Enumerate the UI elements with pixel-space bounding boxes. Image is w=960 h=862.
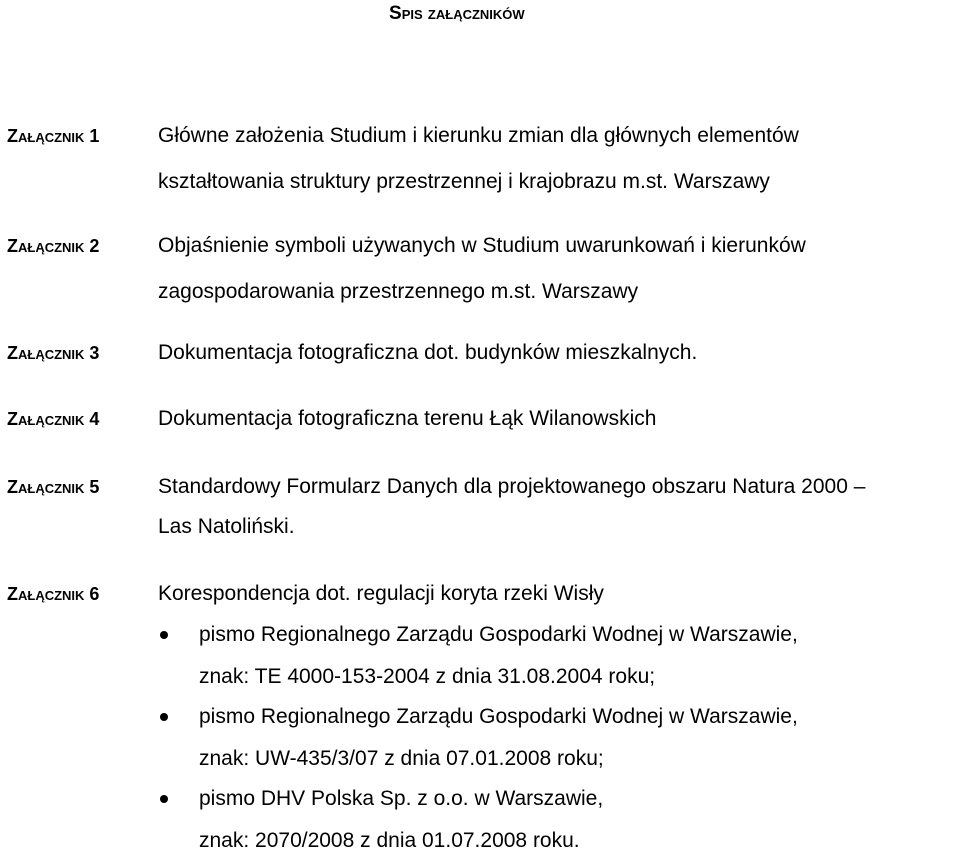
- attachment-label: Załącznik 5: [7, 477, 100, 497]
- list-item-line: pismo DHV Polska Sp. z o.o. w Warszawie,: [199, 787, 604, 810]
- attachment-description-line: Korespondencja dot. regulacji koryta rzeki Wisły: [158, 582, 604, 605]
- list-item: [0, 778, 960, 862]
- attachment-description-line: Las Natoliński.: [158, 515, 295, 538]
- list-item: [0, 696, 960, 780]
- bullet-icon: [160, 631, 168, 639]
- attachment-description-line: Dokumentacja fotograficzna dot. budynków mieszkalnych.: [158, 341, 698, 364]
- list-item: [0, 614, 960, 698]
- attachment-description-line: Objaśnienie symboli używanych w Studium uwarunkowań i kierunków: [158, 234, 806, 257]
- attachment-description-line: Główne założenia Studium i kierunku zmian dla głównych elementów: [158, 124, 799, 147]
- list-item-line: pismo Regionalnego Zarządu Gospodarki Wodnej w Warszawie,: [199, 623, 798, 646]
- attachment-description-line: zagospodarowania przestrzennego m.st. Warszawy: [158, 280, 639, 303]
- list-item-line: znak: TE 4000-153-2004 z dnia 31.08.2004 roku;: [199, 665, 656, 688]
- bullet-icon: [160, 713, 168, 721]
- attachment-label: Załącznik 1: [7, 126, 100, 146]
- attachment-description-line: kształtowania struktury przestrzennej i krajobrazu m.st. Warszawy: [158, 170, 770, 193]
- attachment-label: Załącznik 6: [7, 584, 100, 604]
- list-item-line: znak: UW-435/3/07 z dnia 07.01.2008 roku;: [199, 747, 604, 770]
- attachment-description-line: Standardowy Formularz Danych dla projektowanego obszaru Natura 2000 –: [158, 475, 866, 498]
- list-item-line: pismo Regionalnego Zarządu Gospodarki Wodnej w Warszawie,: [199, 705, 798, 728]
- document-title: Spis załączników: [389, 3, 525, 24]
- attachment-label: Załącznik 2: [7, 236, 100, 256]
- attachment-description-line: Dokumentacja fotograficzna terenu Łąk Wilanowskich: [158, 407, 657, 430]
- attachment-label: Załącznik 4: [7, 409, 100, 429]
- attachment-label: Załącznik 3: [7, 343, 100, 363]
- list-item-line: znak: 2070/2008 z dnia 01.07.2008 roku.: [199, 829, 580, 852]
- bullet-icon: [160, 795, 168, 803]
